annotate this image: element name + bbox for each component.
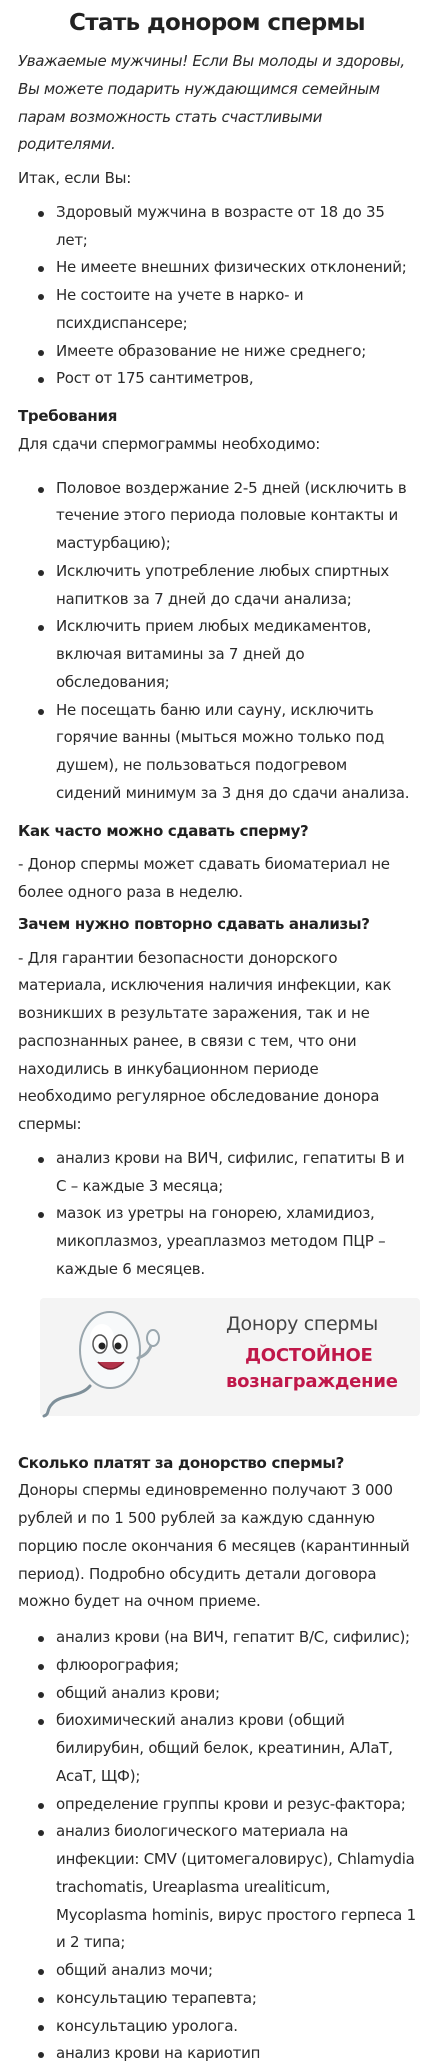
article [0, 2, 434, 2068]
list-item: анализ крови (на ВИЧ, гепатит B/C, сифилис); [48, 1624, 416, 1652]
intro-text: Уважаемые мужчины! Если Вы молоды и здоровы, Вы можете подарить нуждающимся семейным парам возможность стать счастливыми родителями. [18, 52, 405, 154]
list-item: Не состоите на учете в нарко- и психдиспансере; [48, 282, 416, 338]
list-item: консультацию терапевта; [48, 1985, 416, 2013]
banner-accent-text-2: вознаграждение [226, 1370, 398, 1392]
exams-list [18, 1624, 416, 2068]
list-item: анализ крови на ВИЧ, сифилис, гепатиты B и C – каждые 3 месяца; [48, 1145, 416, 1201]
list-item: анализ крови на кариотип [48, 2040, 416, 2068]
how-often-heading: Как часто можно сдавать сперму? [18, 821, 309, 840]
how-often-text: - Донор спермы может сдавать биоматериал не более одного раза в неделю. [18, 855, 390, 901]
why-tests-text: - Для гарантии безопасности донорского материала, исключения наличия инфекции, как возникших в результате заражения, так и не распознанных ранее, в связи с тем, что они находились в инкубационном периоде необходимо регулярное обследование донора спермы: [18, 948, 392, 1133]
list-item: флюорография; [48, 1652, 416, 1680]
tests-list [18, 1145, 416, 1284]
list-item: Рост от 175 сантиметров, [48, 365, 416, 393]
list-item: Исключить употребление любых спиртных напитков за 7 дней до сдачи анализа; [48, 558, 416, 614]
list-item: Не имеете внешних физических отклонений; [48, 254, 416, 282]
list-item: консультацию уролога. [48, 2013, 416, 2041]
list-item: Исключить прием любых медикаментов, включая витамины за 7 дней до обследования; [48, 613, 416, 696]
requirements-heading: Требования [18, 407, 118, 425]
conditions-list [18, 199, 416, 393]
payment-text: Доноры спермы единовременно получают 3 000 рублей и по 1 500 рублей за каждую сданную порцию после окончания 6 месяцев (карантинный период). Подробно обсудить детали договора можно будет на очном приеме. [18, 1481, 410, 1611]
if-you-text: Итак, если Вы: [18, 169, 132, 187]
list-item: определение группы крови и резус-фактора; [48, 1791, 416, 1819]
payment-heading: Сколько платят за донорство спермы? [18, 1453, 345, 1472]
list-item: мазок из уретры на гонорею, хламидиоз, микоплазмоз, уреаплазмоз методом ПЦР – каждые 6 месяцев. [48, 1200, 416, 1283]
why-tests-heading: Зачем нужно повторно сдавать анализы? [18, 914, 370, 933]
requirements-list [18, 475, 416, 808]
requirements-lead: Для сдачи спермограммы необходимо: [18, 434, 321, 453]
list-item: общий анализ крови; [48, 1680, 416, 1708]
list-item: биохимический анализ крови (общий билирубин, общий белок, креатинин, АЛаТ, АсаТ, ЩФ); [48, 1707, 416, 1790]
list-item: Половое воздержание 2-5 дней (исключить в течение этого периода половые контакты и мастурбацию); [48, 475, 416, 558]
list-item: анализ биологического материала на инфекции: CMV (цитомегаловирус), Chlamydia trachomatis, Ureaplasma urealiticum, Mycoplasma hominis, вирус простого герпеса 1 и 2 типа; [48, 1818, 416, 1957]
list-item: общий анализ мочи; [48, 1957, 416, 1985]
list-item: Здоровый мужчина в возрасте от 18 до 35 лет; [48, 199, 416, 255]
donor-reward-banner[interactable] [40, 1298, 420, 1416]
banner-title: Донору спермы [226, 1312, 378, 1335]
list-item: Имеете образование не ниже среднего; [48, 338, 416, 366]
sperm-mascot-icon [40, 1298, 220, 1416]
page-title: Стать донором спермы [69, 10, 365, 36]
banner-accent-text: ДОСТОЙНОЕ [245, 1344, 373, 1366]
list-item: Не посещать баню или сауну, исключить горячие ванны (мыться можно только под душем), не пользоваться подогревом сидений минимум за 3 дня до сдачи анализа. [48, 697, 416, 808]
